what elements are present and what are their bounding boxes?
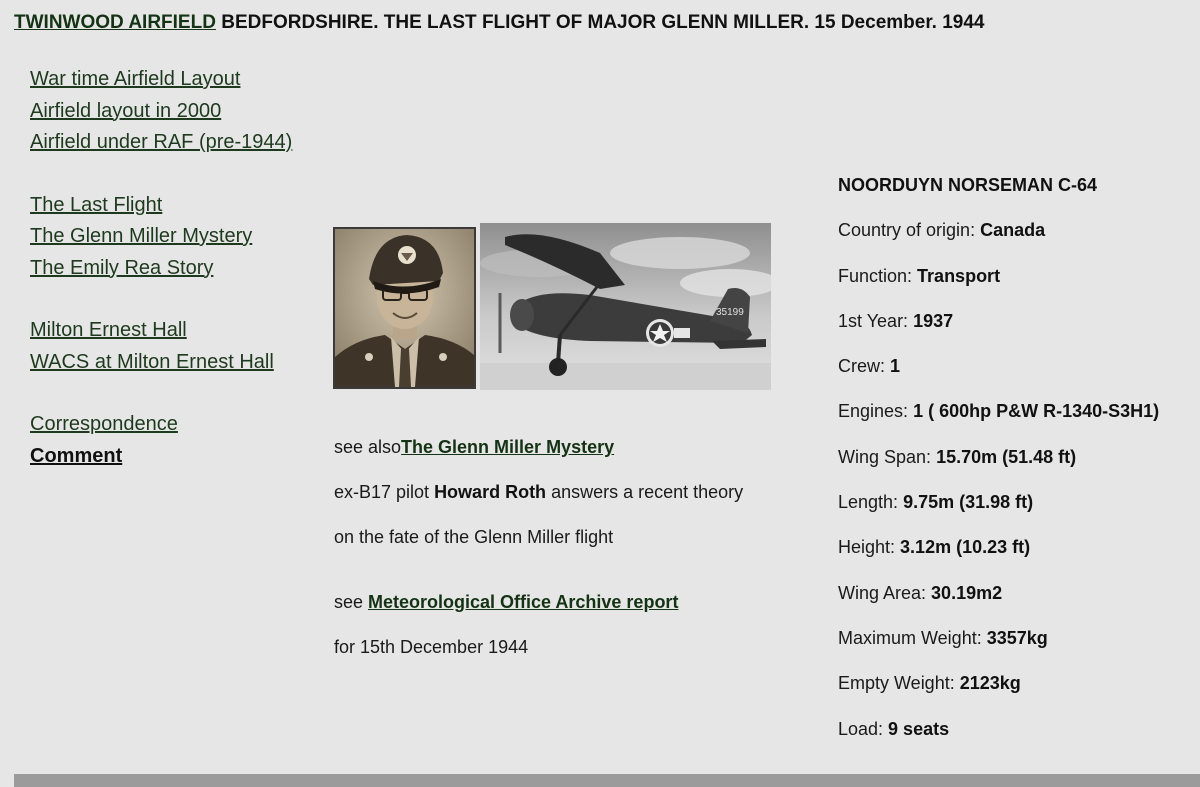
met-office-report-link[interactable]: Meteorological Office Archive report bbox=[368, 592, 679, 612]
page-title: BEDFORDSHIRE. THE LAST FLIGHT OF MAJOR GLENN MILLER. 15 December. 1944 bbox=[215, 12, 985, 33]
spec-label: Length: bbox=[838, 492, 904, 513]
nav-link-comment[interactable]: Comment bbox=[30, 444, 123, 467]
spec-value: Canada bbox=[980, 220, 1046, 241]
see-also-prefix: see also bbox=[334, 437, 402, 457]
spec-first-year bbox=[838, 306, 1159, 351]
spec-country bbox=[838, 215, 1159, 260]
spec-wing-span bbox=[838, 442, 1159, 487]
spec-length bbox=[838, 487, 1159, 532]
spec-value: 2123kg bbox=[959, 673, 1021, 694]
spec-crew bbox=[838, 351, 1159, 396]
spec-function bbox=[838, 261, 1159, 306]
aircraft-name: NOORDUYN NORSEMAN C-64 bbox=[838, 175, 1098, 195]
glenn-miller-portrait bbox=[333, 227, 476, 389]
nav-group-contact bbox=[30, 409, 292, 472]
nav-link-raf-pre-1944[interactable]: Airfield under RAF (pre-1944) bbox=[30, 131, 293, 153]
spec-value: 1 bbox=[890, 356, 901, 377]
pilot-name: Howard Roth bbox=[434, 482, 547, 502]
spec-value: 1 ( 600hp P&W R-1340-S3H1) bbox=[913, 401, 1160, 422]
spec-value: 3.12m (10.23 ft) bbox=[900, 537, 1031, 558]
spec-engines bbox=[838, 396, 1159, 441]
spec-load bbox=[838, 714, 1159, 759]
twinwood-airfield-link[interactable]: TWINWOOD AIRFIELD bbox=[14, 12, 216, 33]
spec-value: Transport bbox=[917, 265, 1001, 286]
aircraft-spec-panel bbox=[838, 170, 1159, 759]
nav-link-emily-rea-story[interactable]: The Emily Rea Story bbox=[30, 256, 214, 279]
spec-label: Wing Area: bbox=[838, 582, 932, 603]
nav-link-wartime-layout[interactable]: War time Airfield Layout bbox=[30, 68, 241, 90]
spec-label: Engines: bbox=[838, 401, 914, 422]
norseman-aircraft-photo bbox=[480, 223, 771, 390]
spec-label: Function: bbox=[838, 265, 918, 286]
nav-group-hall bbox=[30, 315, 292, 378]
met-report-line bbox=[334, 587, 743, 632]
spec-label: Wing Span: bbox=[838, 446, 937, 467]
nav-link-wacs[interactable]: WACS at Milton Ernest Hall bbox=[30, 350, 274, 373]
theory-line-2: on the fate of the Glenn Miller flight bbox=[334, 527, 614, 547]
theory-text-post: answers a recent theory bbox=[546, 482, 744, 502]
spec-height bbox=[838, 532, 1159, 577]
spec-value: 15.70m (51.48 ft) bbox=[936, 446, 1077, 467]
nav-link-correspondence[interactable]: Correspondence bbox=[30, 413, 178, 435]
footer-divider bbox=[14, 774, 1200, 787]
nav-group-airfield bbox=[30, 64, 292, 159]
spec-label: Empty Weight: bbox=[838, 673, 960, 694]
spec-label: Maximum Weight: bbox=[838, 627, 987, 648]
spec-label: Load: bbox=[838, 718, 889, 739]
spec-label: Height: bbox=[838, 537, 901, 558]
plane-serial-number: 35199 bbox=[716, 307, 744, 318]
spec-label: Country of origin: bbox=[838, 220, 981, 241]
see-also-line bbox=[334, 432, 743, 477]
nav-link-layout-2000[interactable]: Airfield layout in 2000 bbox=[30, 99, 222, 122]
spec-label: Crew: bbox=[838, 356, 891, 377]
see-also-glenn-miller-mystery-link[interactable]: The Glenn Miller Mystery bbox=[401, 437, 615, 457]
theory-text-pre: ex-B17 pilot bbox=[334, 482, 435, 502]
met-report-date: for 15th December 1944 bbox=[334, 637, 529, 657]
spec-label: 1st Year: bbox=[838, 310, 914, 331]
nav-group-flight bbox=[30, 190, 292, 285]
spec-value: 1937 bbox=[913, 310, 954, 331]
related-links bbox=[334, 432, 743, 677]
spec-value: 9.75m (31.98 ft) bbox=[903, 492, 1034, 513]
spec-value: 9 seats bbox=[888, 718, 950, 739]
side-navigation bbox=[30, 64, 292, 503]
spec-empty-weight bbox=[838, 668, 1159, 713]
spec-value: 30.19m2 bbox=[931, 582, 1003, 603]
page-header bbox=[14, 12, 985, 34]
spec-wing-area bbox=[838, 578, 1159, 623]
nav-link-last-flight[interactable]: The Last Flight bbox=[30, 193, 163, 216]
met-prefix: see bbox=[334, 592, 369, 612]
nav-link-glenn-miller-mystery[interactable]: The Glenn Miller Mystery bbox=[30, 225, 253, 247]
theory-line-1 bbox=[334, 477, 743, 522]
nav-link-milton-ernest-hall[interactable]: Milton Ernest Hall bbox=[30, 319, 187, 341]
spec-value: 3357kg bbox=[986, 627, 1048, 648]
spec-max-weight bbox=[838, 623, 1159, 668]
